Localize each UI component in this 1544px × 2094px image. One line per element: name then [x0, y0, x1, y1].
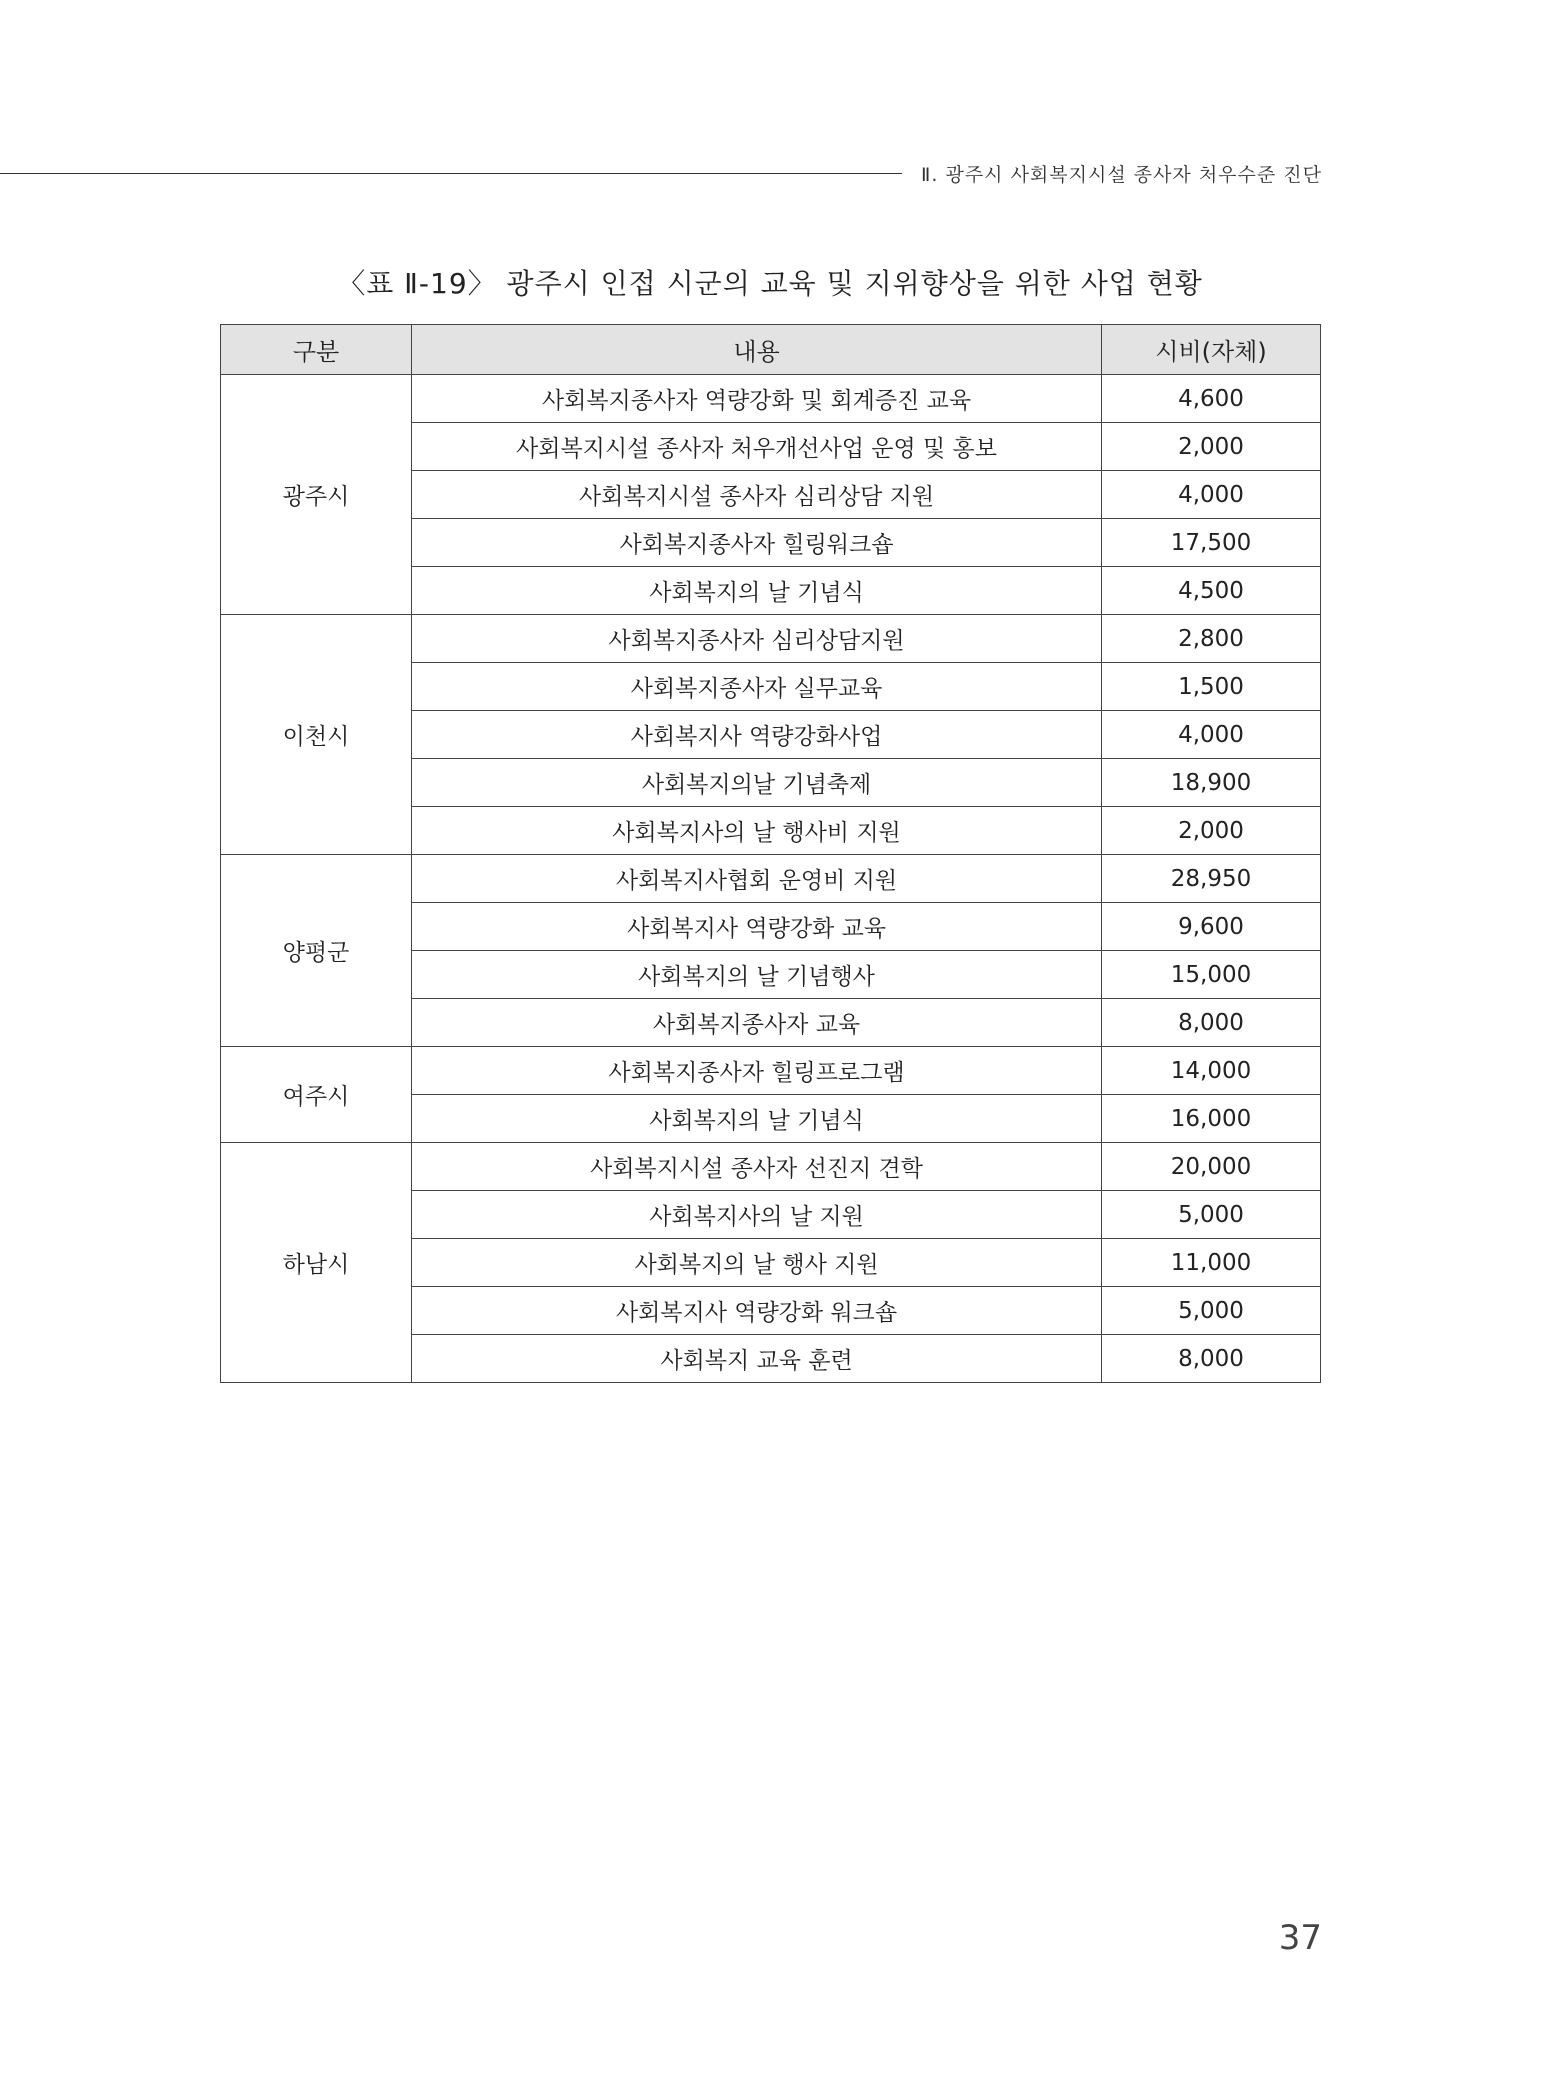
- budget-cell: 4,000: [1102, 471, 1321, 519]
- budget-cell: 16,000: [1102, 1095, 1321, 1143]
- content-cell: 사회복지종사자 교육: [412, 999, 1102, 1047]
- content-cell: 사회복지종사자 실무교육: [412, 663, 1102, 711]
- content-cell: 사회복지의 날 행사 지원: [412, 1239, 1102, 1287]
- content-cell: 사회복지의 날 기념식: [412, 1095, 1102, 1143]
- region-cell: 여주시: [221, 1047, 412, 1143]
- budget-cell: 2,000: [1102, 423, 1321, 471]
- page-number: 37: [1278, 1918, 1322, 1958]
- table-row: [221, 375, 1321, 423]
- budget-cell: 17,500: [1102, 519, 1321, 567]
- content-cell: 사회복지의 날 기념행사: [412, 951, 1102, 999]
- content-cell: 사회복지사 역량강화 워크숍: [412, 1287, 1102, 1335]
- content-cell: 사회복지시설 종사자 심리상담 지원: [412, 471, 1102, 519]
- content-cell: 사회복지종사자 힐링워크숍: [412, 519, 1102, 567]
- content-cell: 사회복지의날 기념축제: [412, 759, 1102, 807]
- content-cell: 사회복지시설 종사자 선진지 견학: [412, 1143, 1102, 1191]
- content-cell: 사회복지 교육 훈련: [412, 1335, 1102, 1383]
- running-head: Ⅱ. 광주시 사회복지시설 종사자 처우수준 진단: [921, 164, 1322, 186]
- table-row: [221, 855, 1321, 903]
- table-row: [221, 615, 1321, 663]
- budget-cell: 14,000: [1102, 1047, 1321, 1095]
- header-rule: [0, 173, 902, 174]
- content-cell: 사회복지사의 날 지원: [412, 1191, 1102, 1239]
- content-cell: 사회복지의 날 기념식: [412, 567, 1102, 615]
- budget-cell: 20,000: [1102, 1143, 1321, 1191]
- content-cell: 사회복지사 역량강화사업: [412, 711, 1102, 759]
- table-row: [221, 1047, 1321, 1095]
- header-budget: 시비(자체): [1102, 325, 1321, 375]
- content-cell: 사회복지종사자 심리상담지원: [412, 615, 1102, 663]
- table-row: [221, 1143, 1321, 1191]
- budget-cell: 2,800: [1102, 615, 1321, 663]
- budget-cell: 8,000: [1102, 999, 1321, 1047]
- budget-cell: 8,000: [1102, 1335, 1321, 1383]
- budget-cell: 1,500: [1102, 663, 1321, 711]
- content-cell: 사회복지시설 종사자 처우개선사업 운영 및 홍보: [412, 423, 1102, 471]
- content-cell: 사회복지사의 날 행사비 지원: [412, 807, 1102, 855]
- budget-cell: 5,000: [1102, 1191, 1321, 1239]
- content-cell: 사회복지종사자 역량강화 및 회계증진 교육: [412, 375, 1102, 423]
- table-title: 〈표 Ⅱ-19〉 광주시 인접 시군의 교육 및 지위향상을 위한 사업 현황: [337, 267, 1203, 300]
- content-cell: 사회복지사협회 운영비 지원: [412, 855, 1102, 903]
- table-header-row: [221, 325, 1321, 375]
- budget-cell: 2,000: [1102, 807, 1321, 855]
- budget-cell: 4,000: [1102, 711, 1321, 759]
- region-cell: 하남시: [221, 1143, 412, 1383]
- budget-cell: 11,000: [1102, 1239, 1321, 1287]
- program-table: [220, 324, 1321, 1383]
- header-region: 구분: [221, 325, 412, 375]
- budget-cell: 28,950: [1102, 855, 1321, 903]
- region-cell: 양평군: [221, 855, 412, 1047]
- budget-cell: 9,600: [1102, 903, 1321, 951]
- budget-cell: 4,500: [1102, 567, 1321, 615]
- budget-cell: 5,000: [1102, 1287, 1321, 1335]
- content-cell: 사회복지종사자 힐링프로그램: [412, 1047, 1102, 1095]
- region-cell: 이천시: [221, 615, 412, 855]
- budget-cell: 4,600: [1102, 375, 1321, 423]
- content-cell: 사회복지사 역량강화 교육: [412, 903, 1102, 951]
- header-content: 내용: [412, 325, 1102, 375]
- region-cell: 광주시: [221, 375, 412, 615]
- budget-cell: 15,000: [1102, 951, 1321, 999]
- budget-cell: 18,900: [1102, 759, 1321, 807]
